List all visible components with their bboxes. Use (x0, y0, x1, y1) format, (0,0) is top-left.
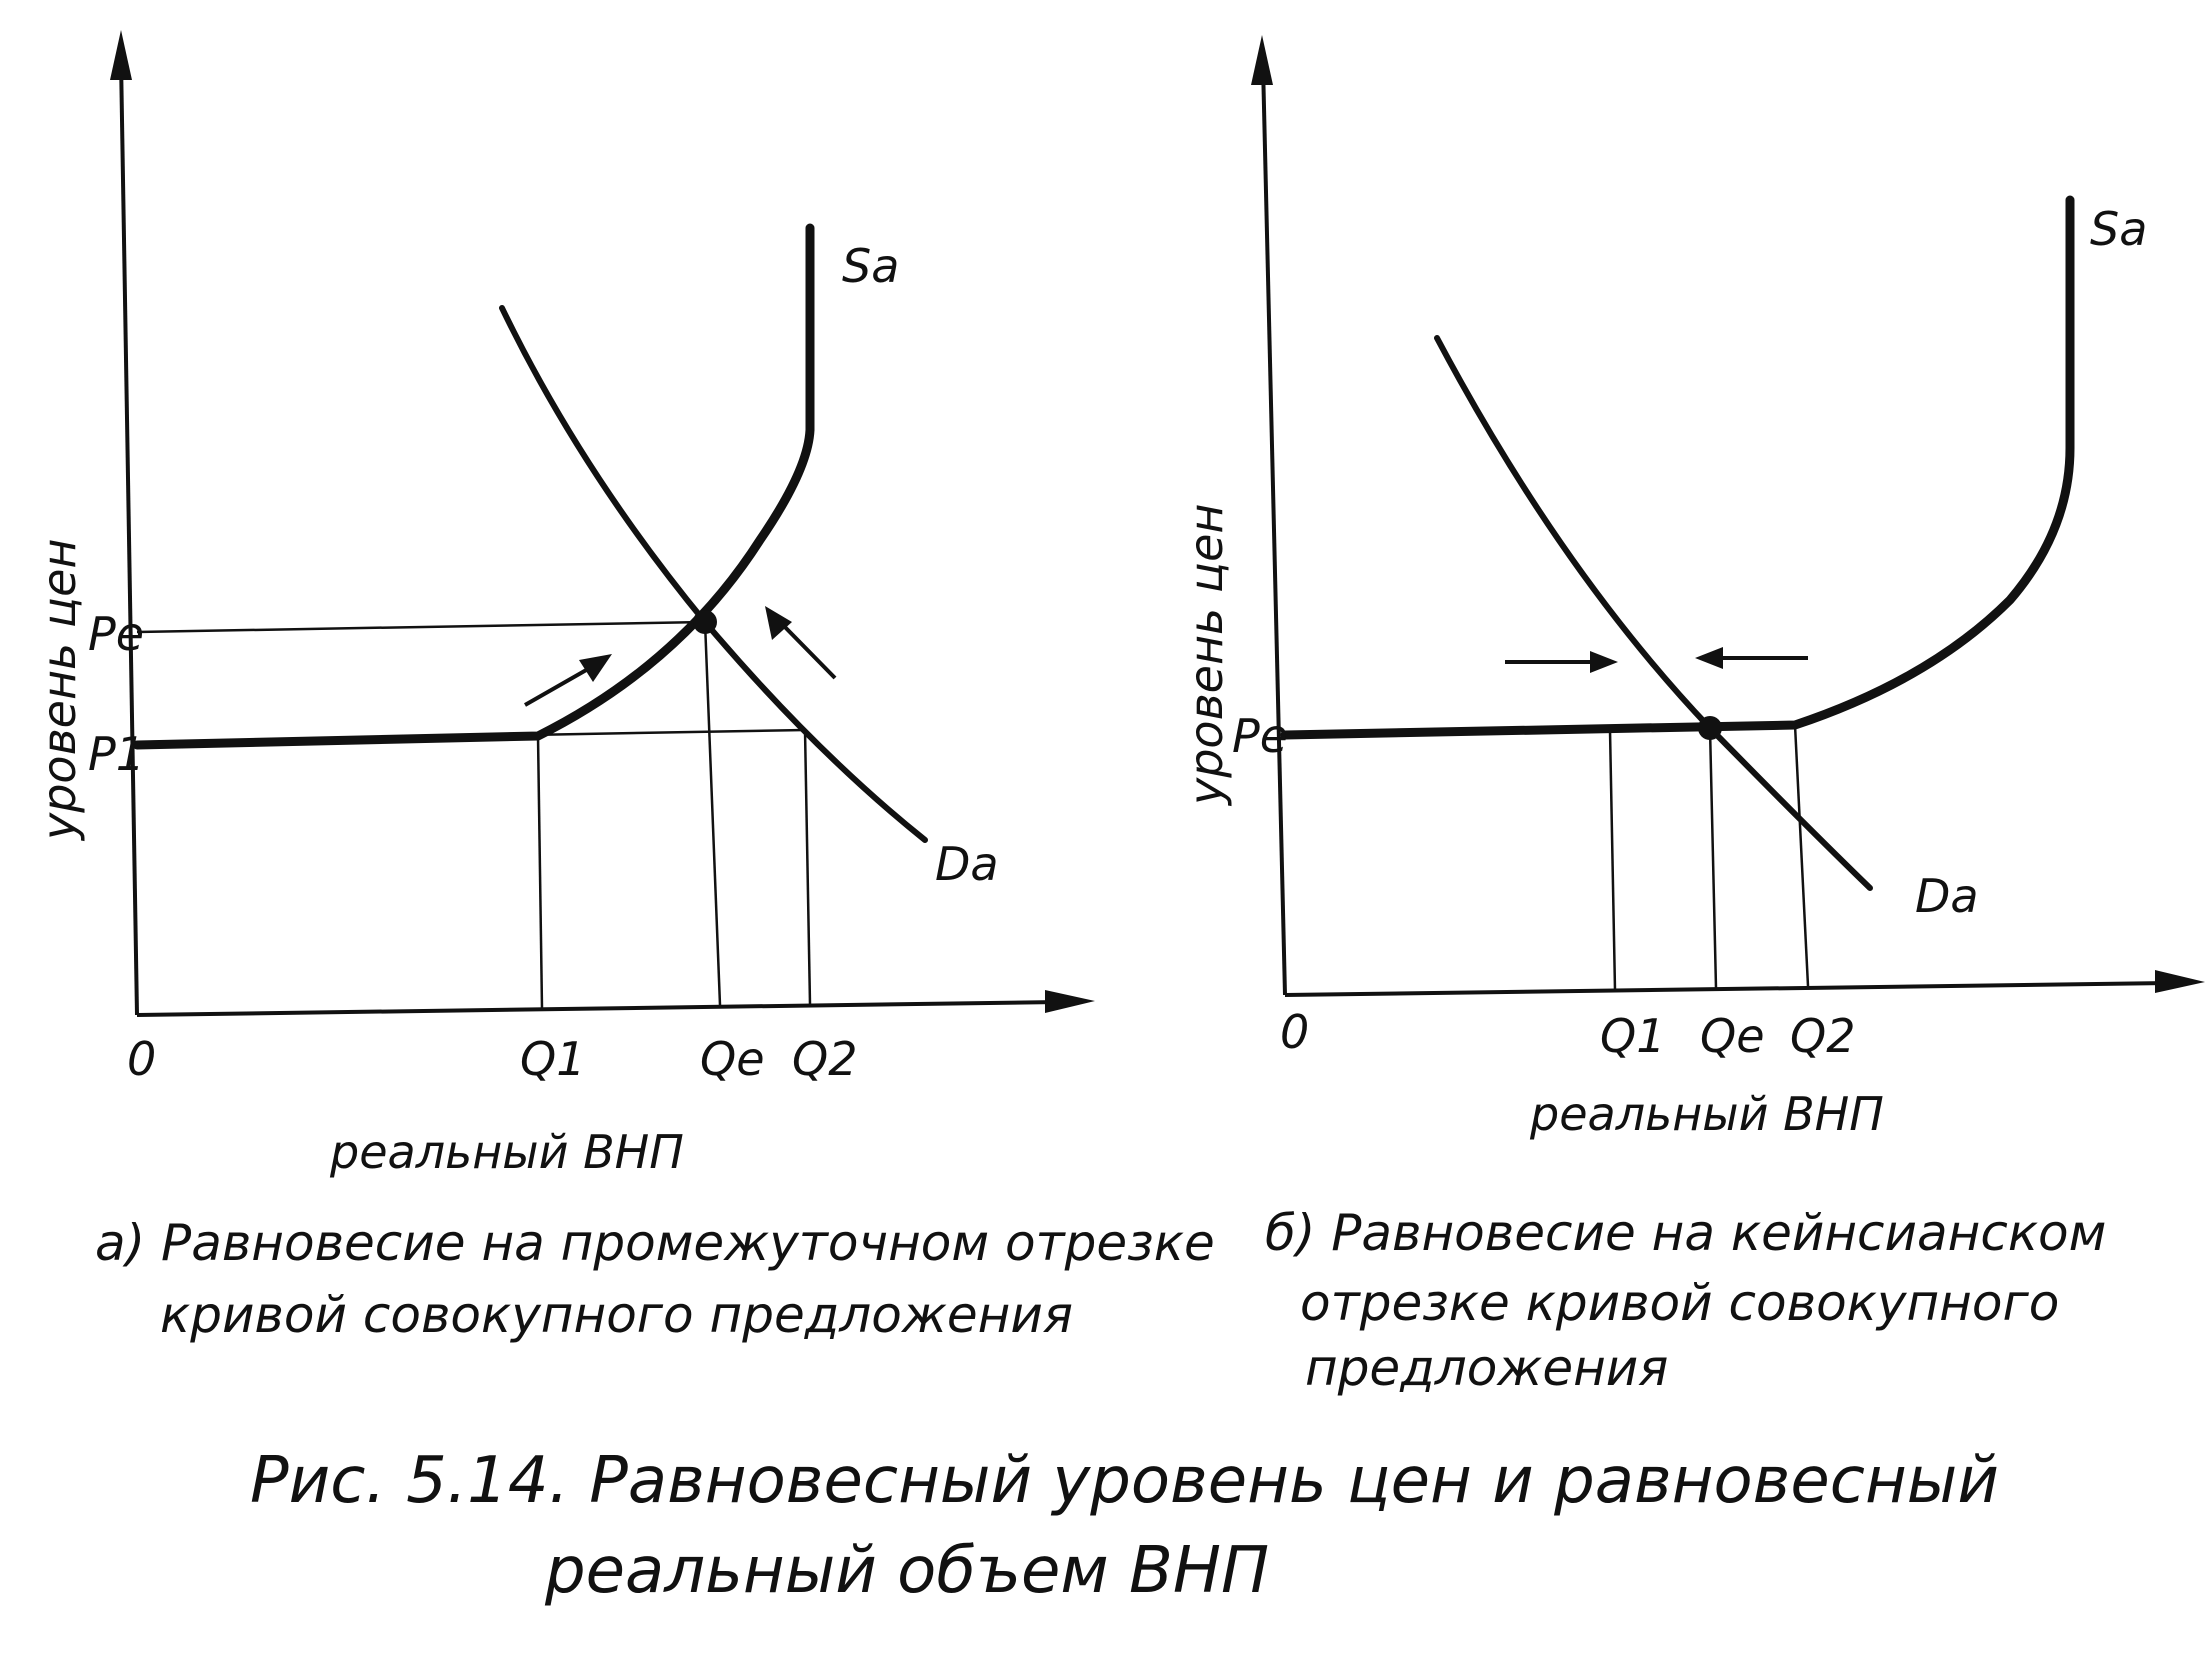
panel-b-qe-label: Qe (1700, 1009, 1765, 1063)
panel-a-qe-line (705, 622, 720, 1005)
panel-b-x-axis-label: реальный ВНП (1530, 1087, 1884, 1141)
panel-b-qe-line (1710, 728, 1716, 988)
panel-a-price-pe: Pe (88, 607, 145, 661)
panel-b-x-axis (1285, 983, 2170, 995)
panel-a-demand-label: Da (935, 837, 999, 891)
panel-b-demand-label: Da (1915, 869, 1979, 923)
panel-a-arrow-up-left-head (765, 606, 792, 640)
panel-a-x-axis-arrow (1045, 990, 1095, 1013)
panel-a-q2-label: Q2 (792, 1032, 858, 1086)
panel-a-arrow-up-right-head (579, 654, 612, 682)
panel-b-x-axis-arrow (2155, 970, 2205, 993)
panel-a-y-axis-label: уровень цен (32, 538, 86, 840)
panel-b-supply-label: Sa (2090, 202, 2148, 256)
panel-b-arrow-left-head (1695, 647, 1723, 669)
panel-a-y-axis (121, 60, 137, 1015)
panel-a-supply-curve (137, 228, 810, 745)
panel-a-y-axis-arrow (110, 30, 132, 80)
panel-b-q1-line (1610, 730, 1615, 990)
panel-a-equilibrium-point (693, 610, 717, 634)
panel-b-y-axis (1263, 65, 1285, 995)
panel-a-q2-line (805, 730, 810, 1004)
panel-a-origin: 0 (127, 1032, 157, 1086)
panel-b (1179, 35, 2205, 1397)
panel-a-demand-curve (502, 308, 925, 840)
panel-b-caption-line3: предложения (1305, 1339, 1669, 1397)
panel-b-origin: 0 (1280, 1005, 1310, 1059)
panel-b-y-axis-arrow (1251, 35, 1273, 85)
panel-a-price-p1: P1 (88, 727, 146, 781)
panel-b-demand-curve (1437, 338, 1870, 888)
panel-a-arrow-up-left (780, 622, 835, 678)
panel-a-arrow-up-right (525, 665, 595, 705)
panel-b-q2-label: Q2 (1790, 1009, 1856, 1063)
panel-a-supply-label: Sa (842, 239, 900, 293)
panel-a-x-axis-label: реальный ВНП (330, 1125, 684, 1179)
panel-a-pe-line (137, 622, 705, 632)
panel-b-caption-line2: отрезке кривой совокупного (1300, 1274, 2060, 1332)
panel-b-arrow-right-head (1590, 651, 1618, 673)
panel-a-caption-line1: a) Равновесие на промежуточном отрезке (95, 1214, 1215, 1272)
panel-b-q1-label: Q1 (1600, 1009, 1666, 1063)
panel-a-x-axis (137, 1002, 1060, 1015)
panel-a-caption-line2: кривой совокупного предложения (160, 1286, 1073, 1344)
panel-a-q1-label: Q1 (520, 1032, 586, 1086)
panel-b-price-pe: Pe (1232, 709, 1289, 763)
figure-caption-line1: Рис. 5.14. Равновесный уровень цен и равновесный (250, 1444, 1999, 1518)
panel-a-q1-line (538, 736, 542, 1008)
panel-b-y-axis-label: уровень цен (1179, 503, 1233, 805)
panel-b-caption-line1: б) Равновесие на кейнсианском (1265, 1204, 2107, 1262)
panel-b-q2-line (1795, 725, 1808, 986)
panel-a-qe-label: Qe (700, 1032, 765, 1086)
panel-a (32, 30, 1215, 1344)
panel-b-supply-curve (1285, 200, 2070, 735)
figure-caption-line2: реальный объем ВНП (545, 1534, 1270, 1608)
panel-b-equilibrium-point (1698, 716, 1722, 740)
